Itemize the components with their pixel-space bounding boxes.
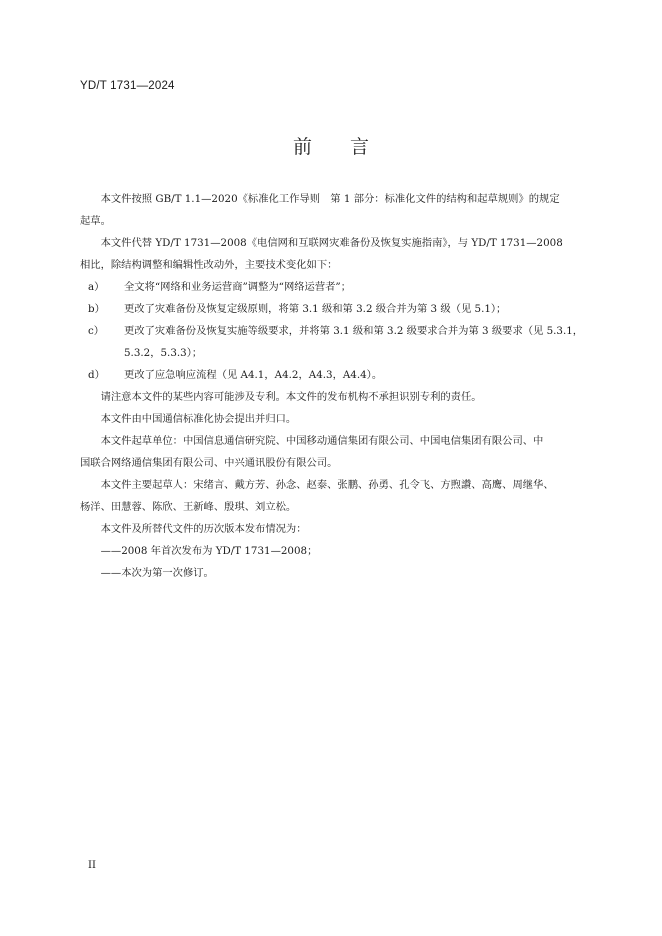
list-item: [80, 364, 584, 386]
list-text: 更改了灾难备份及恢复定级原则，将第 3.1 级和第 3.2 级合并为第 3 级（见 5.1）；: [124, 303, 507, 315]
foreword-body: [80, 188, 584, 584]
list-text: 全文将“网络和业务运营商”调整为“网络运营者”；: [124, 281, 351, 293]
paragraph-drafting-units: [80, 430, 584, 474]
paragraph-line: 起草。: [80, 215, 111, 227]
paragraph-drafting-basis: [80, 188, 584, 232]
page-title: [0, 132, 662, 159]
paragraph-line: 国联合网络通信集团有限公司、中兴通讯股份有限公司。: [80, 457, 338, 469]
paragraph-line: 相比，除结构调整和编辑性改动外，主要技术变化如下：: [80, 259, 338, 271]
paragraph-line: 本文件代替 YD/T 1731—2008《电信网和互联网灾难备份及恢复实施指南》，与 YD/T 1731—2008: [100, 237, 563, 249]
list-marker: b）: [88, 303, 105, 315]
list-item: [80, 298, 584, 320]
paragraph-history: 本文件及所替代文件的历次版本发布情况为：: [100, 523, 307, 535]
list-marker: d）: [88, 369, 105, 381]
page-number: II: [88, 860, 96, 871]
history-entry: ——本次为第一次修订。: [100, 567, 214, 579]
paragraph-line: 杨洋、田慧蓉、陈欣、王新峰、殷琪、刘立松。: [80, 501, 297, 513]
paragraph-proposer: 本文件由中国通信标准化协会提出并归口。: [100, 413, 297, 425]
paragraph-line: 本文件起草单位：中国信息通信研究院、中国移动通信集团有限公司、中国电信集团有限公司、中: [100, 435, 544, 447]
paragraph-replacement: [80, 232, 584, 276]
list-text: 更改了应急响应流程（见 A4.1，A4.2，A4.3，A4.4）。: [124, 369, 383, 381]
list-marker: c）: [88, 325, 105, 337]
paragraph-line: 本文件按照 GB/T 1.1—2020《标准化工作导则 第 1 部分：标准化文件的结构和起草规则》的规定: [100, 193, 560, 205]
title-char-1: 前: [292, 136, 312, 158]
list-marker: a）: [88, 281, 105, 293]
list-text: 更改了灾难备份及恢复实施等级要求，并将第 3.1 级和第 3.2 级要求合并为第 3 级要求（见 5.3.1，: [124, 325, 584, 337]
document-id: YD/T 1731—2024: [80, 80, 175, 92]
list-item: [80, 320, 584, 364]
paragraph-patent-notice: 请注意本文件的某些内容可能涉及专利。本文件的发布机构不承担识别专利的责任。: [100, 391, 482, 403]
history-entry: ——2008 年首次发布为 YD/T 1731—2008；: [100, 545, 318, 557]
list-item: [80, 276, 584, 298]
list-text-continued: 5.3.2，5.3.3）；: [124, 347, 203, 359]
paragraph-drafters: [80, 474, 584, 518]
paragraph-line: 本文件主要起草人：宋绪言、戴方芳、孙念、赵泰、张鹏、孙勇、孔令飞、方煦讚、高鹰、周继华、: [100, 479, 554, 491]
title-char-2: 言: [350, 136, 370, 158]
